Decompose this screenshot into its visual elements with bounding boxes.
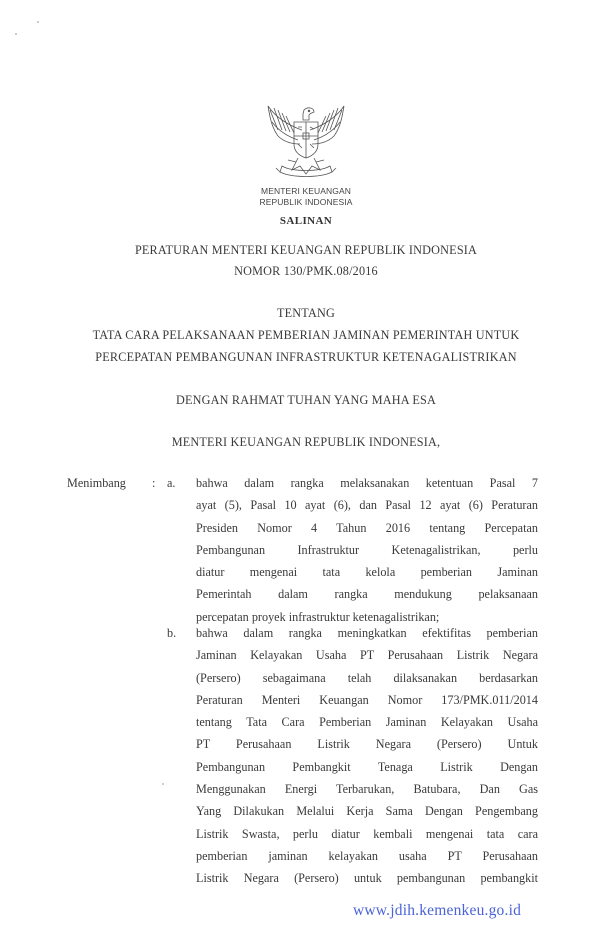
copy-mark: SALINAN	[279, 215, 333, 227]
text-line: bahwa dalam rangka meningkatkan efektifitas pemberian	[196, 626, 538, 640]
considering-colon: :	[152, 476, 156, 490]
scan-speck	[37, 21, 39, 23]
text-line: Pemerintah dalam rangka mendukung pelaksanaan	[196, 587, 538, 602]
text-line: percepatan proyek infrastruktur ketenagalistrikan;	[196, 609, 440, 624]
garuda-emblem-icon	[262, 100, 350, 184]
text-line: Presiden Nomor 4 Tahun 2016 tentang Percepatan	[196, 520, 538, 535]
scan-speck	[162, 783, 164, 785]
text-line: Menggunakan Energi Terbarukan, Batubara, Dan Gas	[196, 782, 538, 797]
text-line: Pembangunan Infrastruktur Ketenagalistrikan, perlu	[196, 542, 538, 557]
subject-line-1: TATA CARA PELAKSANAAN PEMBERIAN JAMINAN PEMERINTAH UNTUK	[92, 328, 520, 342]
ministry-name-line2: REPUBLIK INDONESIA	[259, 197, 353, 207]
text-line: pemberian jaminan kelayakan usaha PT Perusahaan	[196, 848, 538, 863]
text-line: bahwa dalam rangka melaksanakan ketentuan Pasal 7	[196, 476, 538, 490]
considering-label: Menimbang	[67, 476, 126, 490]
text-line: Yang Dilakukan Melalui Kerja Sama Dengan Pengembang	[196, 804, 538, 819]
text-line: Pembangunan Pembangkit Tenaga Listrik Dengan	[196, 759, 538, 774]
text-line: Listrik Negara (Persero) untuk pembangunan pembangkit	[196, 871, 538, 886]
issuer: MENTERI KEUANGAN REPUBLIK INDONESIA,	[171, 435, 441, 449]
regulation-title: PERATURAN MENTERI KEUANGAN REPUBLIK INDONESIA	[134, 243, 478, 257]
text-line: tentang Tata Cara Pemberian Jaminan Kelayakan Usaha	[196, 715, 538, 730]
scan-speck	[15, 33, 17, 35]
text-line: diatur mengenai tata kelola pemberian Jaminan	[196, 565, 538, 580]
text-line: ayat (5), Pasal 10 ayat (6), dan Pasal 12 ayat (6) Peraturan	[196, 498, 538, 513]
item-b-marker: b.	[167, 626, 177, 640]
text-line: Peraturan Menteri Keuangan Nomor 173/PMK.011/2014	[196, 692, 538, 707]
subject-line-2: PERCEPATAN PEMBANGUNAN INFRASTRUKTUR KETENAGALISTRIKAN	[95, 350, 517, 364]
about-heading: TENTANG	[277, 306, 335, 320]
ministry-name-line1: MENTERI KEUANGAN	[261, 186, 351, 196]
text-line: Listrik Swasta, perlu diatur kembali mengenai tata cara	[196, 826, 538, 841]
text-line: PT Perusahaan Listrik Negara (Persero) Untuk	[196, 737, 538, 752]
regulation-number: NOMOR 130/PMK.08/2016	[234, 264, 378, 278]
considering-item-a	[196, 472, 538, 628]
jdih-website-link[interactable]: www.jdih.kemenkeu.go.id	[353, 902, 522, 919]
considering-item-b	[196, 622, 538, 890]
item-a-marker: a.	[167, 476, 176, 490]
invocation: DENGAN RAHMAT TUHAN YANG MAHA ESA	[176, 393, 436, 407]
text-line: Jaminan Kelayakan Usaha PT Perusahaan Listrik Negara	[196, 648, 538, 663]
text-line: (Persero) sebagaimana telah dilaksanakan berdasarkan	[196, 670, 538, 685]
